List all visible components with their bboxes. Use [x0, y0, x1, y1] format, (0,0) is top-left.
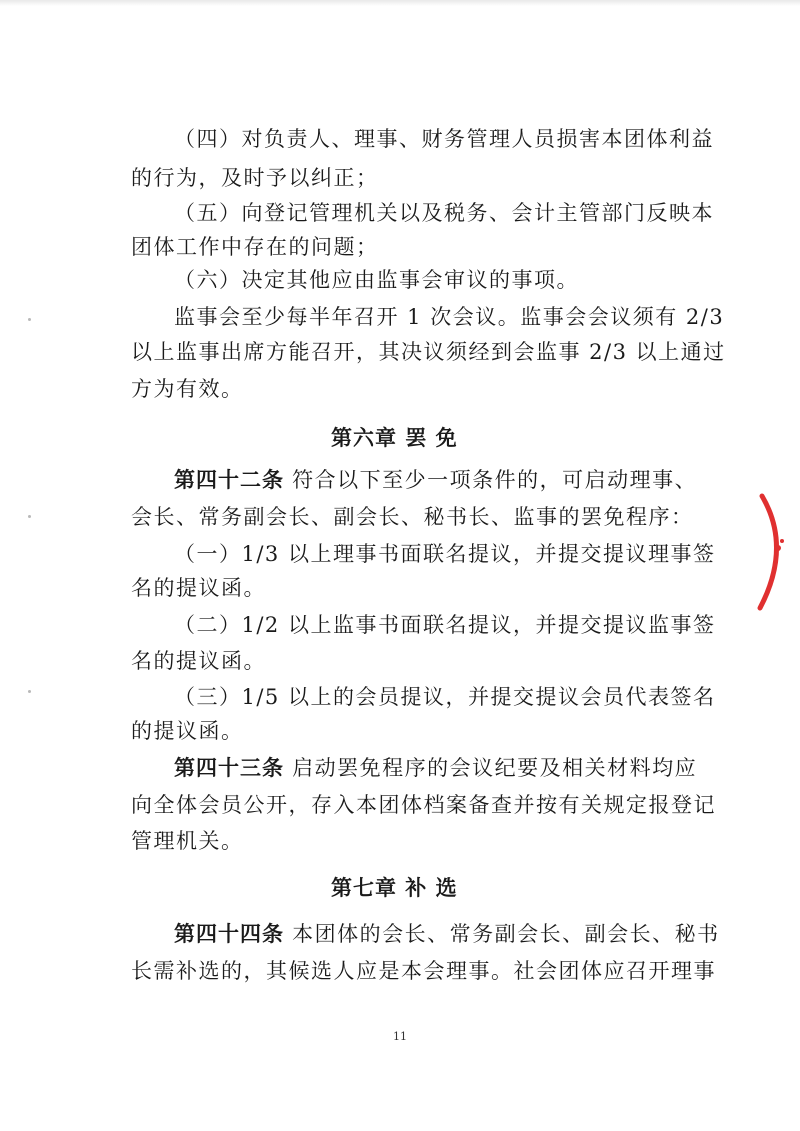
- text-line: （五）向登记管理机关以及税务、会计主管部门反映本: [174, 201, 714, 225]
- article-label: 第四十三条: [174, 756, 284, 780]
- text-line: 的行为，及时予以纠正；: [131, 166, 379, 190]
- text-line: （四）对负责人、理事、财务管理人员损害本团体利益: [174, 127, 714, 151]
- text-line: （一）1/3 以上理事书面联名提议，并提交提议理事签: [174, 542, 716, 566]
- text-line: 以上监事出席方能召开，其决议须经到会监事 2/3 以上通过: [131, 340, 726, 364]
- text-line: 向全体会员公开，存入本团体档案备查并按有关规定报登记: [131, 793, 716, 817]
- red-seal-icon: [752, 492, 800, 612]
- text-line: 名的提议函。: [131, 649, 266, 673]
- text-line: 管理机关。: [131, 829, 244, 853]
- scan-speck: [28, 515, 31, 518]
- scan-speck: [28, 690, 31, 693]
- text-line: （六）决定其他应由监事会审议的事项。: [174, 268, 579, 292]
- text-line: 名的提议函。: [131, 576, 266, 600]
- text-line: （二）1/2 以上监事书面联名提议，并提交提议监事签: [174, 613, 716, 637]
- text-line: 会长、常务副会长、副会长、秘书长、监事的罢免程序：: [131, 505, 694, 529]
- article-text: 本团体的会长、常务副会长、副会长、秘书: [284, 922, 720, 946]
- chapter-title: 第七章 补 选: [331, 876, 458, 900]
- page-number: 11: [393, 1030, 407, 1043]
- text-line: 方为有效。: [131, 377, 244, 401]
- scan-speck: [28, 318, 31, 321]
- text-line: 长需补选的，其候选人应是本会理事。社会团体应召开理事: [131, 959, 716, 983]
- article-text: 符合以下至少一项条件的，可启动理事、: [284, 468, 698, 492]
- article-first-line: [174, 467, 697, 493]
- text-line: 的提议函。: [131, 719, 244, 743]
- chapter-title: 第六章 罢 免: [331, 426, 458, 450]
- scan-edge: [0, 0, 800, 6]
- text-line: 监事会至少每半年召开 1 次会议。监事会会议须有 2/3: [174, 305, 725, 329]
- article-label: 第四十四条: [174, 922, 284, 946]
- article-first-line: [174, 921, 720, 947]
- article-first-line: [174, 755, 697, 781]
- text-line: （三）1/5 以上的会员提议，并提交提议会员代表签名: [174, 685, 716, 709]
- article-label: 第四十二条: [174, 468, 284, 492]
- text-line: 团体工作中存在的问题；: [131, 235, 379, 259]
- article-text: 启动罢免程序的会议纪要及相关材料均应: [284, 756, 698, 780]
